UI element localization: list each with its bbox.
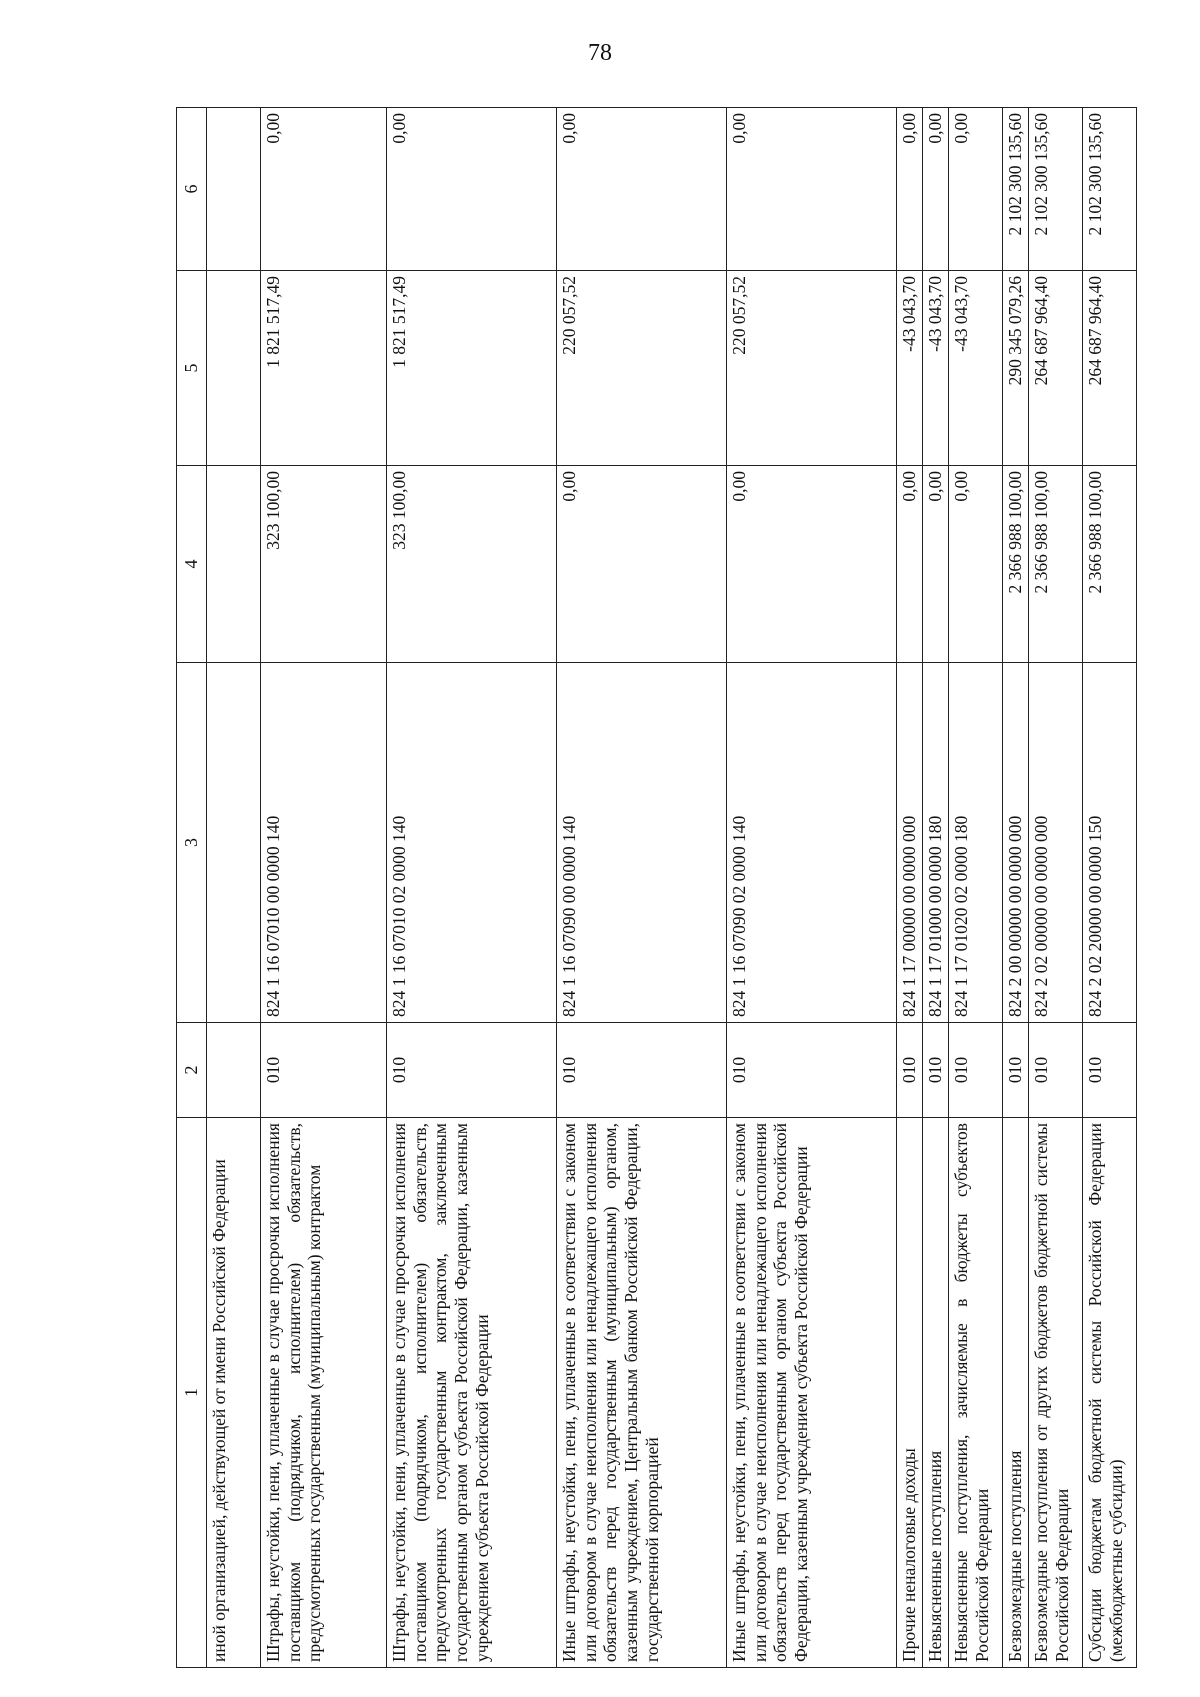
row-value-plan-cell: 2 366 988 100,00 [1083, 466, 1137, 663]
table-row [897, 108, 923, 1668]
table-row [1083, 108, 1137, 1668]
row-value-rest-cell: 0,00 [949, 108, 1003, 271]
row-value-rest-cell: 0,00 [387, 108, 557, 271]
row-value-rest-cell: 2 102 300 135,60 [1029, 108, 1083, 271]
row-value-fact-cell: 1 821 517,49 [387, 271, 557, 466]
row-code-cell: 010 [1029, 1023, 1083, 1118]
row-code-cell: 010 [949, 1023, 1003, 1118]
table-row [387, 108, 557, 1668]
row-value-plan-cell: 0,00 [727, 466, 897, 663]
row-value-rest-cell: 2 102 300 135,60 [1003, 108, 1029, 271]
table-row [1029, 108, 1083, 1668]
row-kbk-cell: 824 1 16 07010 00 0000 140 [261, 663, 387, 1023]
row-value-fact-cell: -43 043,70 [923, 271, 949, 466]
row-kbk-cell: 824 1 17 01020 02 0000 180 [949, 663, 1003, 1023]
row-name-cell: Штрафы, неустойки, пени, уплаченные в случае просрочки исполнения поставщиком (подрядчиком, исполнителем) обязательств, предусмотренных государственным (муниципальным) контрактом [261, 1118, 387, 1668]
rotated-table-wrapper [176, 108, 1126, 1668]
table-row [727, 108, 897, 1668]
row-code-cell: 010 [727, 1023, 897, 1118]
row-value-plan-cell: 0,00 [949, 466, 1003, 663]
row-name-cell: Невыясненные поступления, зачисляемые в бюджеты субъектов Российской Федерации [949, 1118, 1003, 1668]
row-value-fact-cell: 1 821 517,49 [261, 271, 387, 466]
row-code-cell: 010 [897, 1023, 923, 1118]
row-value-rest-cell: 2 102 300 135,60 [1083, 108, 1137, 271]
row-kbk-cell: 824 1 16 07090 02 0000 140 [727, 663, 897, 1023]
row-kbk-cell [207, 663, 261, 1023]
row-name-cell: Иные штрафы, неустойки, пени, уплаченные в соответствии с законом или договором в случае неисполнения или ненадлежащего исполнения обязательств перед государственным органом субъекта Российской Федерации, казенным учреждением субъекта Российской Федерации [727, 1118, 897, 1668]
row-name-cell: Субсидии бюджетам бюджетной системы Российской Федерации (межбюджетные субсидии) [1083, 1118, 1137, 1668]
row-value-plan-cell: 323 100,00 [261, 466, 387, 663]
row-value-plan-cell: 2 366 988 100,00 [1029, 466, 1083, 663]
table-row [557, 108, 727, 1668]
row-kbk-cell: 824 2 02 00000 00 0000 000 [1029, 663, 1083, 1023]
table-row [923, 108, 949, 1668]
row-value-plan-cell: 323 100,00 [387, 466, 557, 663]
column-header: 1 [177, 1118, 207, 1668]
row-value-fact-cell: 264 687 964,40 [1083, 271, 1137, 466]
table-row [949, 108, 1003, 1668]
row-value-fact-cell: -43 043,70 [897, 271, 923, 466]
row-kbk-cell: 824 2 00 00000 00 0000 000 [1003, 663, 1029, 1023]
column-header: 5 [177, 271, 207, 466]
row-value-fact-cell: 220 057,52 [557, 271, 727, 466]
column-header: 3 [177, 663, 207, 1023]
row-value-rest-cell [207, 108, 261, 271]
row-name-cell: Штрафы, неустойки, пени, уплаченные в случае просрочки исполнения поставщиком (подрядчиком, исполнителем) обязательств, предусмотренных государственным контрактом, заключенным государственным органом субъекта Российской Федерации, казенным учреждением субъекта Российской Федерации [387, 1118, 557, 1668]
table-row [261, 108, 387, 1668]
row-code-cell: 010 [1083, 1023, 1137, 1118]
row-value-plan-cell [207, 466, 261, 663]
column-header: 6 [177, 108, 207, 271]
row-value-rest-cell: 0,00 [923, 108, 949, 271]
row-value-plan-cell: 2 366 988 100,00 [1003, 466, 1029, 663]
row-value-rest-cell: 0,00 [261, 108, 387, 271]
row-value-fact-cell: 290 345 079,26 [1003, 271, 1029, 466]
table-row [207, 108, 261, 1668]
income-table [176, 107, 1137, 1668]
row-code-cell [207, 1023, 261, 1118]
row-code-cell: 010 [387, 1023, 557, 1118]
row-kbk-cell: 824 1 17 01000 00 0000 180 [923, 663, 949, 1023]
row-name-cell: иной организацией, действующей от имени Российской Федерации [207, 1118, 261, 1668]
row-code-cell: 010 [261, 1023, 387, 1118]
row-kbk-cell: 824 1 16 07010 02 0000 140 [387, 663, 557, 1023]
row-code-cell: 010 [1003, 1023, 1029, 1118]
row-kbk-cell: 824 2 02 20000 00 0000 150 [1083, 663, 1137, 1023]
row-name-cell: Невыясненные поступления [923, 1118, 949, 1668]
row-value-rest-cell: 0,00 [727, 108, 897, 271]
column-header: 2 [177, 1023, 207, 1118]
row-value-plan-cell: 0,00 [923, 466, 949, 663]
row-value-fact-cell: 220 057,52 [727, 271, 897, 466]
header-row [177, 108, 207, 1668]
row-name-cell: Прочие неналоговые доходы [897, 1118, 923, 1668]
column-header: 4 [177, 466, 207, 663]
row-name-cell: Безвозмездные поступления от других бюджетов бюджетной системы Российской Федерации [1029, 1118, 1083, 1668]
row-code-cell: 010 [557, 1023, 727, 1118]
row-value-fact-cell [207, 271, 261, 466]
row-value-fact-cell: 264 687 964,40 [1029, 271, 1083, 466]
row-value-plan-cell: 0,00 [897, 466, 923, 663]
row-name-cell: Иные штрафы, неустойки, пени, уплаченные в соответствии с законом или договором в случае неисполнения или ненадлежащего исполнения обязательств перед государственным (муниципальным) органом, казенным учреждением, Центральным банком Российской Федерации, государственной корпорацией [557, 1118, 727, 1668]
row-value-fact-cell: -43 043,70 [949, 271, 1003, 466]
row-code-cell: 010 [923, 1023, 949, 1118]
table-row [1003, 108, 1029, 1668]
row-value-plan-cell: 0,00 [557, 466, 727, 663]
row-name-cell: Безвозмездные поступления [1003, 1118, 1029, 1668]
row-value-rest-cell: 0,00 [897, 108, 923, 271]
row-kbk-cell: 824 1 17 00000 00 0000 000 [897, 663, 923, 1023]
row-kbk-cell: 824 1 16 07090 00 0000 140 [557, 663, 727, 1023]
row-value-rest-cell: 0,00 [557, 108, 727, 271]
page-number: 78 [588, 40, 612, 66]
